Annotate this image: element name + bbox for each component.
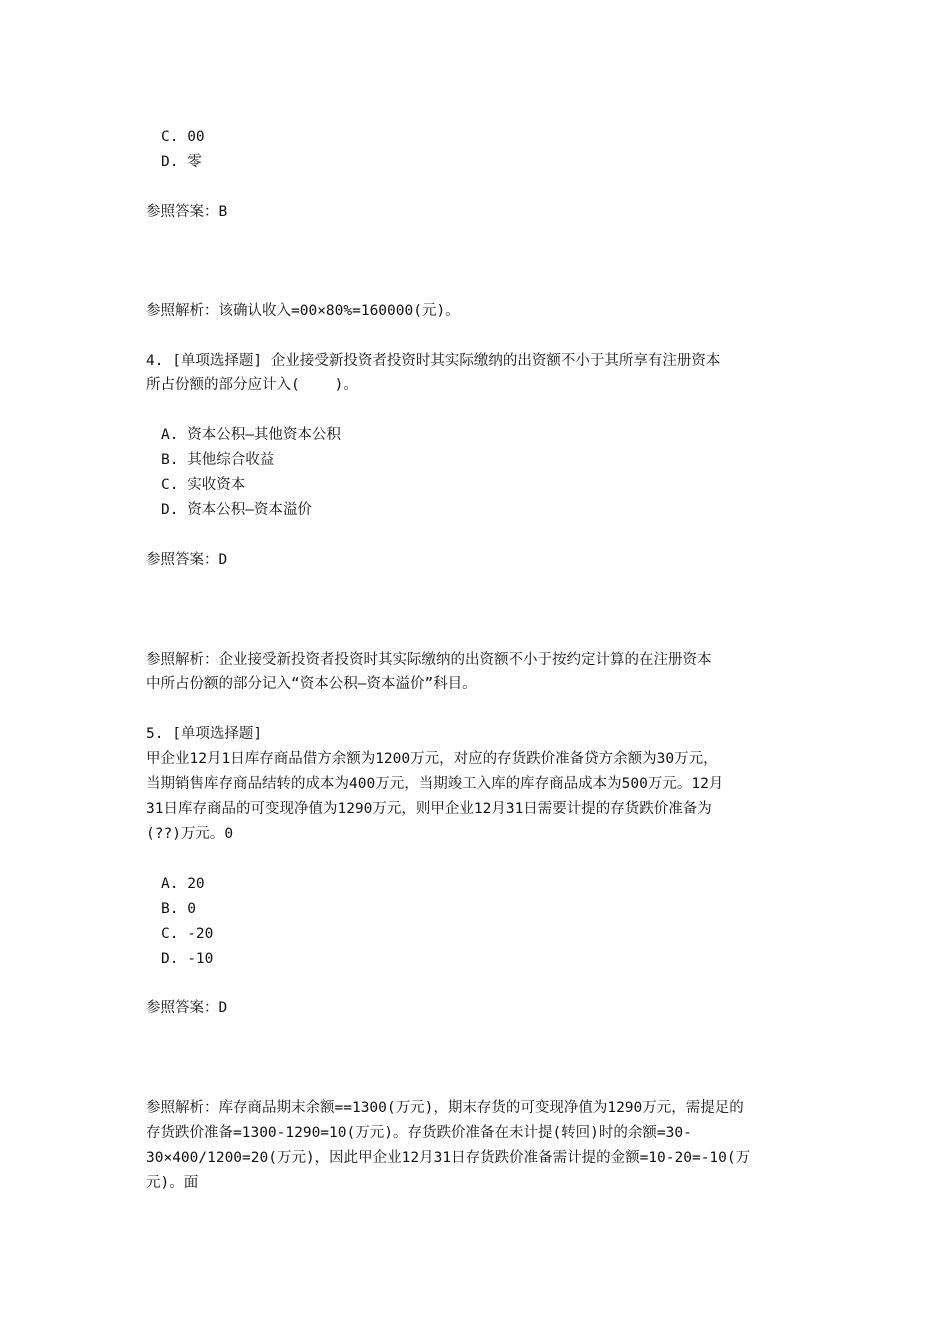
- q4-stem-line-1: 4. [单项选择题] 企业接受新投资者投资时其实际缴纳的出资额不小于其所享有注册资本: [146, 353, 721, 369]
- q5-option-b: B. 0: [161, 901, 196, 917]
- q4-analysis-line-2: 中所占份额的部分记入“资本公积—资本溢价”科目。: [146, 676, 477, 692]
- q5-stem-line-2: 当期销售库存商品结转的成本为400万元，当期竣工入库的库存商品成本为500万元。12月: [146, 776, 724, 792]
- q5-stem-line-1: 甲企业12月1日库存商品借方余额为1200万元，对应的存货跌价准备贷方余额为30万元，: [146, 751, 718, 767]
- q4-analysis-line-1: 参照解析：企业接受新投资者投资时其实际缴纳的出资额不小于按约定计算的在注册资本: [146, 652, 712, 668]
- q4-option-d: D. 资本公积—资本溢价: [161, 502, 312, 518]
- q5-stem-line-3: 31日库存商品的可变现净值为1290万元，则甲企业12月31日需要计提的存货跌价准备为: [146, 801, 712, 817]
- q4-option-b: B. 其他综合收益: [161, 452, 275, 468]
- q3-answer: 参照答案：B: [146, 204, 228, 220]
- q3-option-c: C. 00: [161, 129, 205, 145]
- q5-option-a: A. 20: [161, 876, 205, 892]
- q5-option-c: C. -20: [161, 926, 214, 942]
- q5-option-d: D. -10: [161, 951, 214, 967]
- q5-stem-line-4: (??)万元。0: [146, 826, 234, 842]
- q5-analysis-line-2: 存货跌价准备=1300-1290=10(万元)。存货跌价准备在未计提(转回)时的余额=30-: [146, 1125, 692, 1141]
- q4-answer: 参照答案：D: [146, 552, 228, 568]
- q4-option-a: A. 资本公积—其他资本公积: [161, 427, 341, 443]
- q5-analysis-line-4: 元)。面: [146, 1175, 199, 1191]
- q4-stem-line-2: 所占份额的部分应计入( )。: [146, 377, 358, 393]
- q3-option-d: D. 零: [161, 154, 202, 170]
- q5-analysis-line-1: 参照解析：库存商品期末余额==1300(万元)，期末存货的可变现净值为1290万元，需提足的: [146, 1100, 744, 1116]
- q5-answer: 参照答案：D: [146, 1000, 228, 1016]
- q3-analysis: 参照解析：该确认收入=00×80%=160000(元)。: [146, 303, 460, 319]
- q5-analysis-line-3: 30×400/1200=20(万元)，因此甲企业12月31日存货跌价准备需计提的金额=10-20=-10(万: [146, 1150, 751, 1166]
- q5-heading: 5. [单项选择题]: [146, 726, 263, 742]
- q4-option-c: C. 实收资本: [161, 477, 246, 493]
